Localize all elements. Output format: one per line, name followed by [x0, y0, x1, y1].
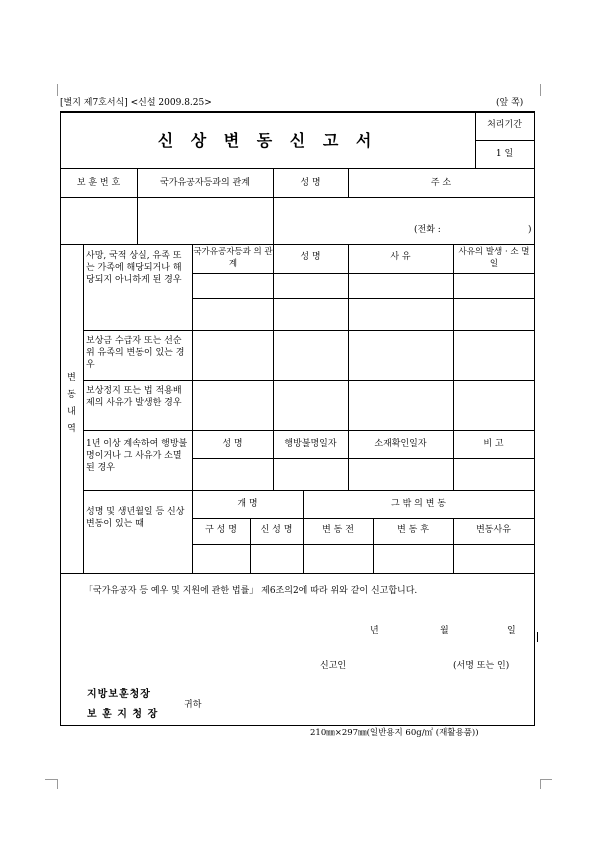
col-name: 성 명 [300, 178, 321, 188]
col-address: 주 소 [430, 178, 452, 188]
recipient-line1: 지방보훈청장 [87, 689, 151, 700]
case-label: 보상금 수급자 또는 선순위 유족의 변동이 있는 경우 [86, 336, 185, 370]
line [348, 244, 349, 490]
change-reason-label: 변동사유 [476, 525, 511, 535]
line [60, 244, 535, 245]
date-month: 월 [440, 626, 449, 636]
crop-mark [540, 779, 552, 780]
recipient-line2: 보 훈 지 청 장 [87, 709, 159, 720]
col-reg-no: 보 훈 번 호 [76, 178, 121, 188]
missing-date: 행방불명일자 [284, 439, 337, 449]
after-label: 변 동 후 [397, 525, 429, 535]
sub-reason: 사 유 [390, 252, 411, 262]
crop-mark [540, 84, 541, 96]
col-relation: 국가유공자등과의 관계 [160, 178, 250, 188]
line [83, 430, 535, 431]
case-label: 성명 및 생년월일 등 신상변동이 있는 때 [86, 507, 185, 529]
date-year: 년 [370, 626, 379, 636]
reporter-sign: (서명 또는 인) [453, 661, 510, 671]
line [60, 168, 535, 169]
form-title: 신 상 변 동 신 고 서 [157, 131, 378, 150]
side-label-char: 동 [67, 390, 76, 400]
line [60, 197, 535, 198]
line [453, 244, 454, 490]
line [83, 244, 84, 573]
crop-mark [540, 779, 541, 789]
statement: 「국가유공자 등 예우 및 지원에 관한 법률」 제6조의2에 따라 위와 같이 신고합니다. [84, 586, 418, 596]
line [192, 298, 535, 299]
phone-label: (전화 : [414, 225, 441, 235]
case-label: 사망, 국적 상실, 유족 또는 가족에 해당되거나 해당되지 아니하게 된 경우 [86, 251, 182, 285]
margin-tick [537, 632, 538, 642]
crop-mark [45, 779, 57, 780]
line [273, 244, 274, 490]
page-side: (앞 쪽) [496, 98, 524, 108]
line [192, 544, 535, 545]
line [475, 140, 535, 141]
side-label-char: 변 [67, 373, 76, 383]
sub-date: 사유의 발생 · 소 멸 일 [458, 247, 530, 269]
line [192, 458, 535, 459]
phone-close: ) [528, 225, 532, 235]
form-left-border [60, 111, 61, 725]
date-day: 일 [507, 626, 516, 636]
sub-relation: 국가유공자등과 의 관 계 [193, 247, 273, 269]
line [192, 273, 535, 274]
crop-mark [57, 779, 58, 789]
missing-note: 비 고 [483, 439, 504, 449]
line [83, 380, 535, 381]
case-label: 1년 이상 계속하여 행방불명이거나 그 사유가 소멸된 경우 [86, 439, 188, 473]
side-label-char: 역 [67, 424, 76, 434]
line [192, 518, 535, 519]
recipient-suffix: 귀하 [184, 700, 202, 710]
form-bottom-border [60, 725, 535, 726]
line [60, 573, 535, 574]
line [192, 244, 193, 573]
side-label-char: 내 [67, 407, 76, 417]
before-label: 변 동 전 [322, 525, 354, 535]
paper-spec: 210㎜×297㎜(일반용지 60g/㎡ (재활용품)) [310, 728, 479, 738]
old-name-label: 구 성 명 [205, 525, 237, 535]
form-id: [별지 제7호서식] <신설 2009.8.25> [60, 98, 212, 108]
processing-label: 처리기간 [487, 120, 522, 130]
line [83, 330, 535, 331]
form-right-border [534, 111, 535, 725]
case-label: 보상정지 또는 법 적용배제의 사유가 발생한 경우 [86, 386, 182, 408]
other-change-label: 그 밖 의 변 동 [391, 499, 446, 509]
processing-value: 1 일 [495, 149, 514, 159]
crop-mark [57, 84, 58, 96]
reporter-label: 신고인 [320, 661, 347, 671]
rename-label: 개 명 [237, 499, 258, 509]
line [83, 490, 535, 491]
form-top-border [60, 111, 535, 113]
missing-name: 성 명 [222, 439, 243, 449]
confirm-date: 소재확인일자 [374, 439, 427, 449]
new-name-label: 신 성 명 [260, 525, 293, 535]
sub-name: 성 명 [300, 252, 321, 262]
